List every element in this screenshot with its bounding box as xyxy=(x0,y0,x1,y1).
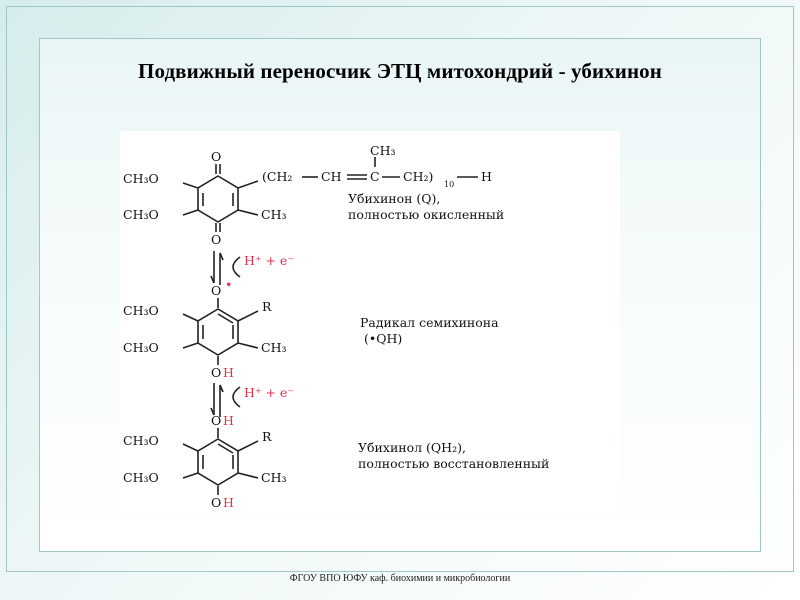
substituent-bond xyxy=(238,311,258,321)
slide-title: Подвижный переносчик ЭТЦ митохондрий - убихинон xyxy=(138,59,662,83)
curved-arrow xyxy=(233,257,240,277)
r-group: R xyxy=(262,429,272,444)
methyl-group: CH₃ xyxy=(261,340,287,355)
ubiquinone-description: полностью окисленный xyxy=(348,207,505,222)
semiquinone-name: Радикал семихинона xyxy=(360,315,499,330)
methoxy-group: CH₃O xyxy=(123,470,159,485)
hydroxyl-oxygen: O xyxy=(211,365,222,380)
ubiquinol-description: полностью восстановленный xyxy=(358,456,550,471)
ubiquinone-structure xyxy=(123,143,504,247)
methyl-group: CH₃ xyxy=(261,207,287,222)
chain-c: C xyxy=(370,169,380,184)
equilibrium-arrow-2 xyxy=(211,383,294,417)
ring-double-bond xyxy=(218,314,233,323)
substituent-bond xyxy=(183,314,198,321)
ubiquinone-diagram xyxy=(120,131,620,518)
substituent-bond xyxy=(238,441,258,451)
chain-methyl: CH₃ xyxy=(370,143,396,158)
chain-ch: CH xyxy=(321,169,342,184)
aromatic-ring xyxy=(198,309,238,355)
hydroxyl-oxygen: O xyxy=(211,495,222,510)
step2-label: H⁺ + e⁻ xyxy=(244,385,294,400)
methoxy-group: CH₃O xyxy=(123,207,159,222)
substituent-bond xyxy=(238,473,258,478)
curved-arrow xyxy=(233,387,240,407)
semiquinone-structure xyxy=(123,277,499,380)
chain-open: (CH₂ xyxy=(262,169,293,184)
substituent-bond xyxy=(183,343,198,348)
chain-close: CH₂) xyxy=(403,169,434,184)
equilibrium-arrow-1 xyxy=(211,251,294,285)
hydroxyl-hydrogen: H xyxy=(223,365,234,380)
ring-double-bond xyxy=(218,444,233,453)
hydroxyl-hydrogen: H xyxy=(223,495,234,510)
aromatic-ring xyxy=(198,439,238,485)
substituent-bond xyxy=(238,343,258,348)
methoxy-group: CH₃O xyxy=(123,303,159,318)
semiquinone-top-oxygen: O xyxy=(211,283,222,298)
step1-label: H⁺ + e⁻ xyxy=(244,253,294,268)
slide-panel xyxy=(39,38,761,552)
chain-subscript: 10 xyxy=(444,180,455,189)
ubiquinone-name: Убихинон (Q), xyxy=(348,191,441,206)
substituent-bond xyxy=(183,444,198,451)
quinone-ring xyxy=(198,176,238,222)
methoxy-group: CH₃O xyxy=(123,433,159,448)
substituent-bond xyxy=(238,181,258,188)
r-group: R xyxy=(262,299,272,314)
slide-footer: ФГОУ ВПО ЮФУ каф. биохимии и микробиологии xyxy=(289,573,511,584)
substituent-bond xyxy=(183,183,198,188)
substituent-bond xyxy=(183,210,198,215)
ubiquinol-top-oxygen: O xyxy=(211,413,222,428)
methyl-group: CH₃ xyxy=(261,470,287,485)
ubiquinol-name: Убихинол (QH₂), xyxy=(358,440,466,455)
semiquinone-abbreviation: (•QH) xyxy=(364,331,403,346)
ubiquinol-structure xyxy=(123,413,549,510)
radical-dot: • xyxy=(225,277,233,292)
chain-end: H xyxy=(481,169,492,184)
quinone-bottom-oxygen: O xyxy=(211,232,222,247)
ubiquinol-top-hydrogen: H xyxy=(223,413,234,428)
methoxy-group: CH₃O xyxy=(123,171,159,186)
substituent-bond xyxy=(238,210,258,215)
methoxy-group: CH₃O xyxy=(123,340,159,355)
quinone-top-oxygen: O xyxy=(211,149,222,164)
substituent-bond xyxy=(183,473,198,478)
